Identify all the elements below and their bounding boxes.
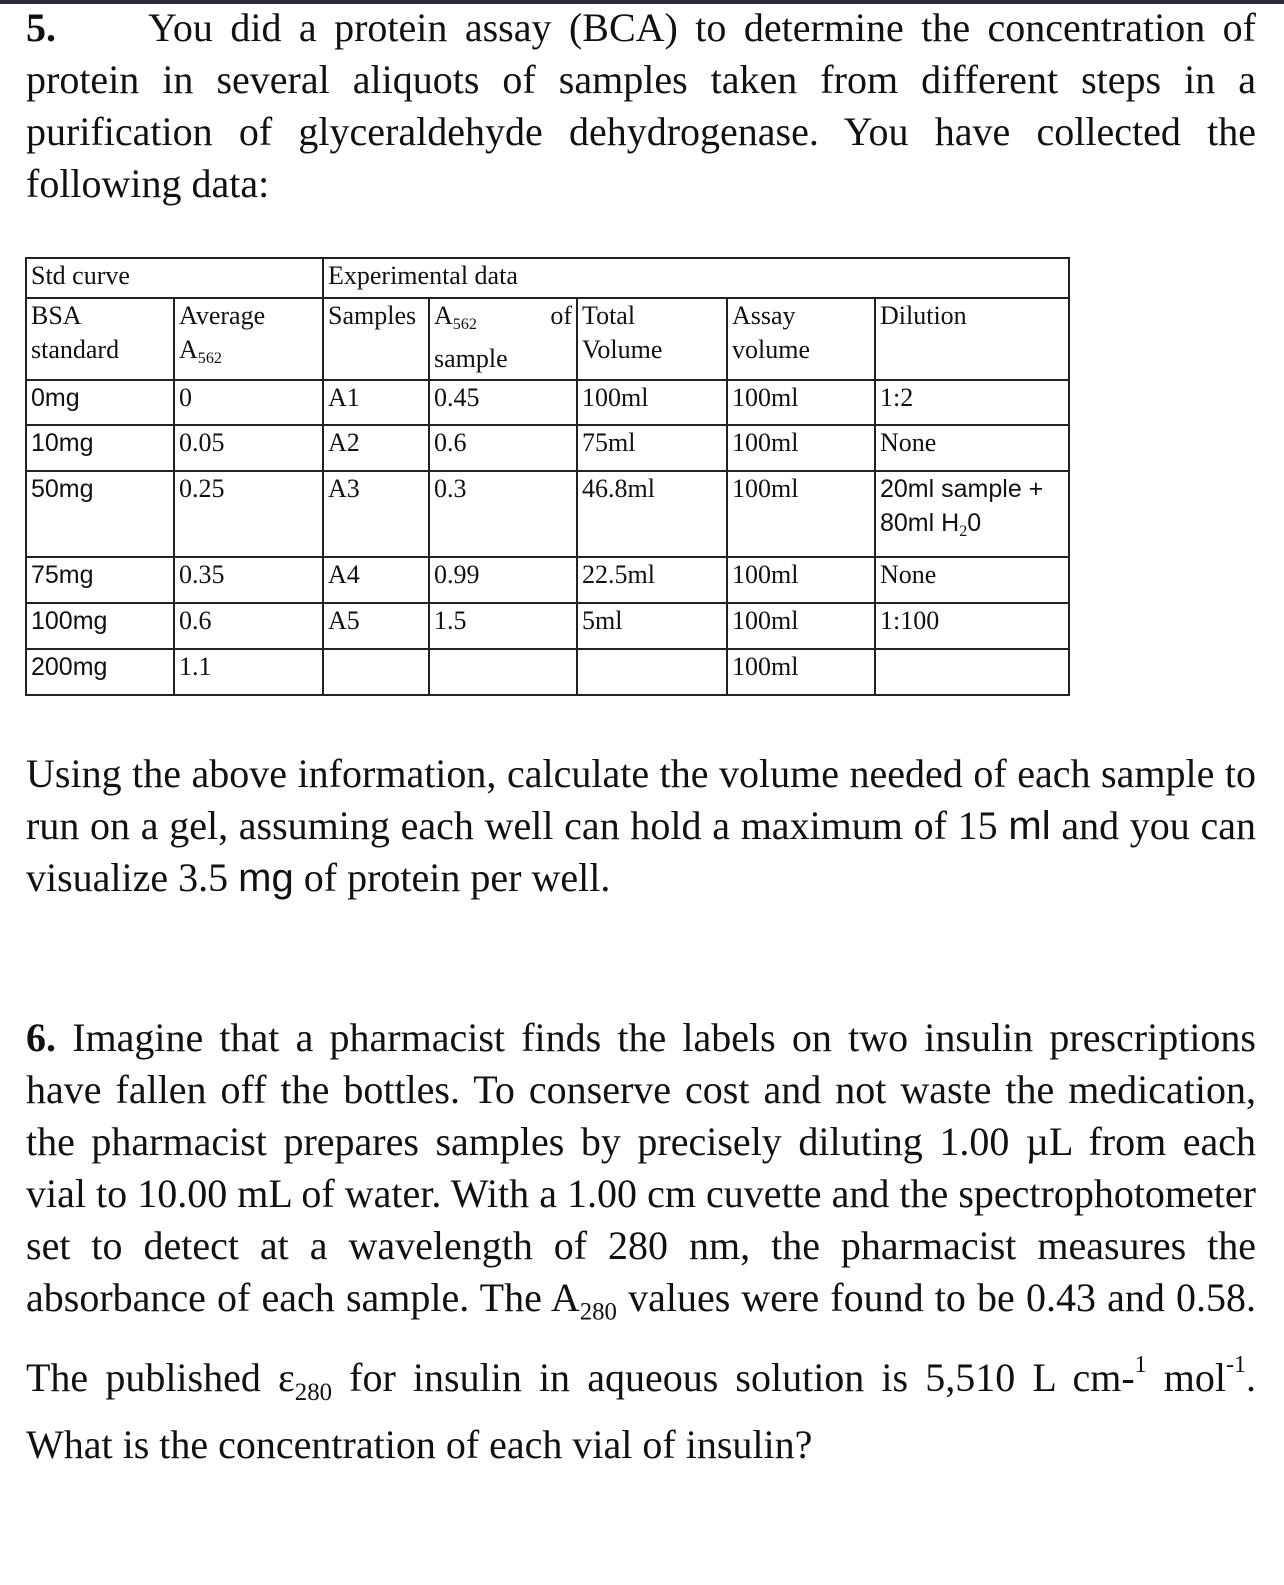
col-avg-sub: 562	[197, 349, 222, 367]
dilution-line1: 20ml sample +	[880, 475, 1044, 503]
cell-total: 75ml	[577, 425, 727, 471]
cell-dilution: None	[875, 557, 1069, 603]
cell-bsa: 100mg	[26, 603, 174, 649]
col-dilution: Dilution	[875, 298, 1069, 380]
instruction-part1: Using the above information, calculate the volume needed of each sample to run on a gel, assuming each well can hold a maximum of 15	[26, 751, 1256, 848]
cell-total: 100ml	[577, 380, 727, 425]
cell-bsa: 75mg	[26, 557, 174, 603]
col-a-line2: sample	[434, 343, 508, 373]
cell-avg: 0.05	[174, 425, 323, 471]
question-6	[26, 1012, 1256, 1471]
table-header-row	[26, 258, 1069, 298]
question-text: You did a protein assay (BCA) to determine the concentration of protein in several aliquots of samples taken from different steps in a purification of glyceraldehyde dehydrogenase. You have collected the following data:	[26, 5, 1256, 206]
experimental-header: Experimental data	[323, 258, 1069, 298]
cell-assay: 100ml	[727, 649, 875, 695]
cell-sample: A3	[323, 471, 429, 557]
question6-text2: values were found to be 0.43 and 0.58. The published ε	[26, 1275, 1257, 1400]
cell-dilution: None	[875, 425, 1069, 471]
col-a-sub: 562	[452, 315, 477, 333]
col-bsa-line2: standard	[31, 335, 120, 364]
col-bsa-standard	[26, 298, 174, 380]
table-column-headers	[26, 298, 1069, 380]
col-total-volume	[577, 298, 727, 380]
instruction-unit1: ml	[1008, 804, 1051, 848]
cell-a562: 1.5	[429, 603, 577, 649]
col-assay-line2: volume	[732, 335, 810, 364]
col-a562-of-sample	[429, 298, 577, 380]
col-a-a: A	[434, 301, 453, 330]
question6-sub1: 280	[579, 1298, 617, 1326]
cell-total: 46.8ml	[577, 471, 727, 557]
cell-bsa: 0mg	[26, 380, 174, 425]
question-number: 5.	[26, 5, 56, 50]
table-row	[26, 603, 1069, 649]
cell-a562: 0.6	[429, 425, 577, 471]
cell-a562	[429, 649, 577, 695]
cell-total: 22.5ml	[577, 557, 727, 603]
std-curve-header: Std curve	[26, 258, 323, 298]
col-total-line2: Volume	[582, 335, 663, 364]
dilution-line2-sub: 2	[959, 522, 968, 540]
table-row	[26, 471, 1069, 557]
question6-sup2: -1	[1226, 1351, 1247, 1378]
cell-sample: A5	[323, 603, 429, 649]
cell-avg: 0.6	[174, 603, 323, 649]
cell-sample: A2	[323, 425, 429, 471]
col-avg-line1: Average	[179, 301, 266, 330]
cell-a562: 0.45	[429, 380, 577, 425]
data-table	[25, 257, 1070, 696]
table-row	[26, 425, 1069, 471]
cell-assay: 100ml	[727, 380, 875, 425]
cell-dilution: 1:2	[875, 380, 1069, 425]
table-row	[26, 557, 1069, 603]
col-samples: Samples	[323, 298, 429, 380]
cell-avg: 0.25	[174, 471, 323, 557]
cell-dilution	[875, 649, 1069, 695]
cell-assay: 100ml	[727, 425, 875, 471]
cell-avg: 1.1	[174, 649, 323, 695]
cell-bsa: 10mg	[26, 425, 174, 471]
col-assay-line1: Assay	[732, 301, 796, 330]
cell-a562: 0.3	[429, 471, 577, 557]
question6-text4: mol	[1163, 1354, 1227, 1400]
cell-a562: 0.99	[429, 557, 577, 603]
cell-sample: A1	[323, 380, 429, 425]
instruction-part2: and you can visualize 3.5	[26, 803, 1257, 900]
cell-sample: A4	[323, 557, 429, 603]
col-average-a562	[174, 298, 323, 380]
table-row	[26, 380, 1069, 425]
col-bsa-line1: BSA	[31, 301, 82, 330]
dilution-line2-a: 80ml H	[880, 509, 960, 537]
cell-total	[577, 649, 727, 695]
dilution-line2-b: 0	[967, 509, 982, 537]
question6-text5: . What is the concentration of each vial of insulin?	[26, 1354, 1257, 1467]
table-row	[26, 649, 1069, 695]
cell-assay: 100ml	[727, 603, 875, 649]
question6-sup1: 1	[1134, 1351, 1147, 1378]
question6-sub2: 280	[294, 1378, 332, 1406]
instruction-unit2: mg	[238, 856, 294, 900]
cell-bsa: 50mg	[26, 471, 174, 557]
question6-text3: for insulin in aqueous solution is 5,510 L cm-	[349, 1354, 1135, 1400]
col-assay-volume	[727, 298, 875, 380]
cell-sample	[323, 649, 429, 695]
question-number: 6.	[26, 1015, 56, 1060]
col-total-line1: Total	[582, 301, 636, 330]
col-a-of: of	[550, 301, 572, 330]
question6-text1: Imagine that a pharmacist finds the labels on two insulin prescriptions have fallen off the bottles. To conserve cost and not waste the medication, the pharmacist prepares samples by precisely diluting 1.00 µL from each vial to 10.00 mL of water. With a 1.00 cm cuvette and the spectrophotometer set to detect at a wavelength of 280 nm, the pharmacist measures the absorbance of each sample. The A	[26, 1015, 1256, 1320]
col-avg-a: A	[179, 335, 198, 364]
cell-total: 5ml	[577, 603, 727, 649]
cell-avg: 0.35	[174, 557, 323, 603]
question-5	[26, 2, 1256, 210]
cell-dilution: 1:100	[875, 603, 1069, 649]
instruction-paragraph	[26, 748, 1256, 904]
cell-avg: 0	[174, 380, 323, 425]
instruction-part3: of protein per well.	[303, 855, 611, 900]
cell-assay: 100ml	[727, 557, 875, 603]
cell-dilution	[875, 471, 1069, 557]
cell-bsa: 200mg	[26, 649, 174, 695]
cell-assay: 100ml	[727, 471, 875, 557]
